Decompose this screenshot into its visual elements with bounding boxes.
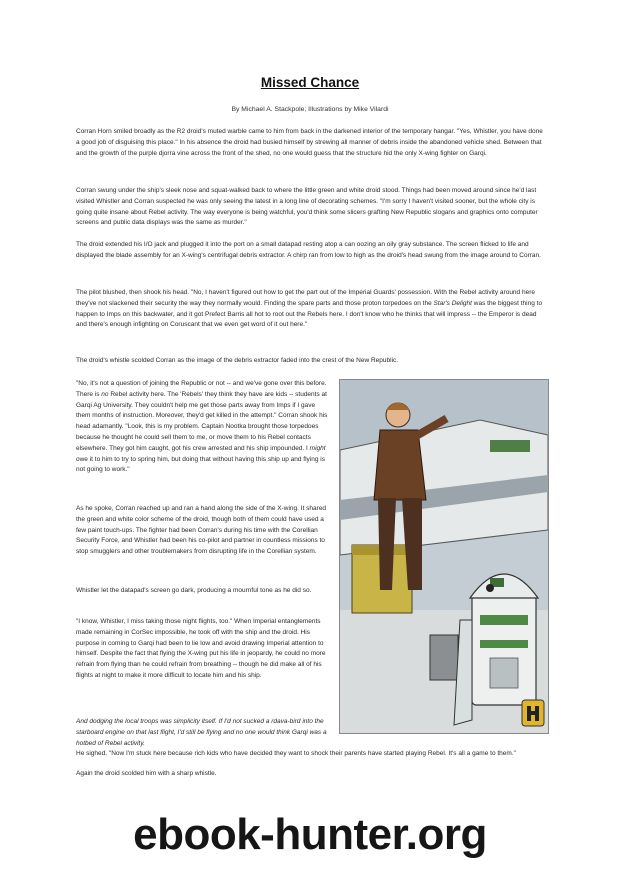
emphasis-might: might <box>309 444 326 452</box>
paragraph-7: As he spoke, Corran reached up and ran a hand along the side of the X-wing. It shared the green and white color scheme of the droid, though both of them could have used a few paint touch-ups. The fighter had been Corran's during his time with the Corellian Security Force, and Whistler had been his co-pilot and partner in countless missions to stop smugglers and other troublemakers from disrupting life in the Corellian system. <box>76 505 327 556</box>
paragraph-6-part-c: Rebel activity here. The 'Rebels' they think they have are kids -- students at Garqi Ag University. They couldn't help me get those parts away from Imps if I gave them months of instruction. Moreover, they'd get killed in the attempt." Corran shook his head adamantly. "Look, this is my problem. Captain Nootka brought those torpedoes because he thought he could sell them to me, or move them to his Rebel contacts elsewhere. They got him caught, got his crew arrested and his ship impounded. I <box>76 390 328 452</box>
paragraph-4-part-c: was the biggest thing to happen to Imps on this backwater, and it got Prefect Barris all hot to root out the Rebels here. I don't know who he thinks that will impress -- the Emperor is dead and there's enough infighting on Coruscant that we even get word of it out here." <box>76 299 543 329</box>
byline: By Michael A. Stackpole; Illustrations by Mike Vilardi <box>231 106 389 113</box>
paragraph-9: "I know, Whistler, I miss taking those night flights, too." When Imperial entanglements made remaining in CorSec impossible, he took off with the ship and the droid. His purpose in coming to Garqi had been to lie low and avoid drawing Imperial attention to himself. Despite the fact that flying the X-wing put his life in jeopardy, he could no more refrain from flying than he could refrain from breathing -- though he did make all of his flights at night to make it more difficult to locate him and his ship. <box>76 618 326 679</box>
paragraph-2: Corran swung under the ship's sleek nose and squat-walked back to where the little green and white droid stood. Things had been moved around since he'd last visited Whistler and Corran suspected he was only seeing the latest in a long line of decorating schemes. "I'm sorry I haven't visited sooner, but the whole city is going quite insane about Rebel activity. The way everyone is being watchful, you'd think some slicers grafting New Republic slogans and graphics onto computer screens and public data displays was the same as murder." <box>76 187 538 227</box>
paragraph-10-part-b: He sighed. "Now I'm stuck here because rich kids who have decided they want to shock their parents have started playing Rebel. It's all a game to them." <box>76 750 516 758</box>
story-illustration <box>339 379 549 734</box>
paragraph-11: Again the droid scolded him with a sharp whistle. <box>76 770 217 777</box>
paragraph-4 <box>76 288 546 331</box>
emphasis-no: no <box>101 390 109 398</box>
page-title: Missed Chance <box>260 75 360 90</box>
paragraph-3: The droid extended his I/O jack and plugged it into the port on a small datapad resting atop a can oozing an oily gray substance. The screen flicked to life and displayed the blade assembly for an X-wing's centrifugal debris extractor. A chirp ran from low to high as the droid's head swung from the image around to Corran. <box>76 241 541 259</box>
illustration-artwork <box>340 380 548 733</box>
watermark: ebook-hunter.org <box>133 810 487 859</box>
paragraph-6-part-a: "No, it's not a question of joining the Republic or not -- and we've gone over this before. There is <box>76 380 327 398</box>
paragraph-6-part-e: owe it to him to try to spring him, but doing that without having this ship up and flying is not going to work." <box>76 455 325 474</box>
paragraph-4-part-a: The pilot blushed, then shook his head. "No, I haven't figured out how to get the part out of the Imperial Guards' possession. With the Rebel activity around here they've not slackened their security the way they normally would. Finding the spare parts and those proton torpedoes on the <box>76 289 535 307</box>
paragraph-10-italic: And dodging the local troops was simplicity itself. If I'd not sucked a rdava-bird into the starboard engine on that last flight, I'd still be flying and no one would think Garqi was a hotbed of Rebel activity. <box>76 718 327 747</box>
paragraph-5: The droid's whistle scolded Corran as the image of the debris extractor faded into the crest of the New Republic. <box>76 357 399 364</box>
paragraph-8: Whistler let the datapad's screen go dark, producing a mournful tone as he did so. <box>76 587 312 594</box>
ship-name: Star's Delight <box>433 299 472 307</box>
paragraph-6 <box>76 379 328 476</box>
paragraph-1: Corran Horn smiled broadly as the R2 droid's muted warble came to him from back in the darkened interior of the temporary hangar. "Yes, Whistler, you have done a good job of disguising this place." In his absence the droid had busied himself by strewing all manner of debris inside the abandoned vehicle shed. Between that and the growth of the purple djorra vine across the front of the shed, no one would guess that the structure hid the only X-wing fighter on Garqi. <box>76 128 543 157</box>
